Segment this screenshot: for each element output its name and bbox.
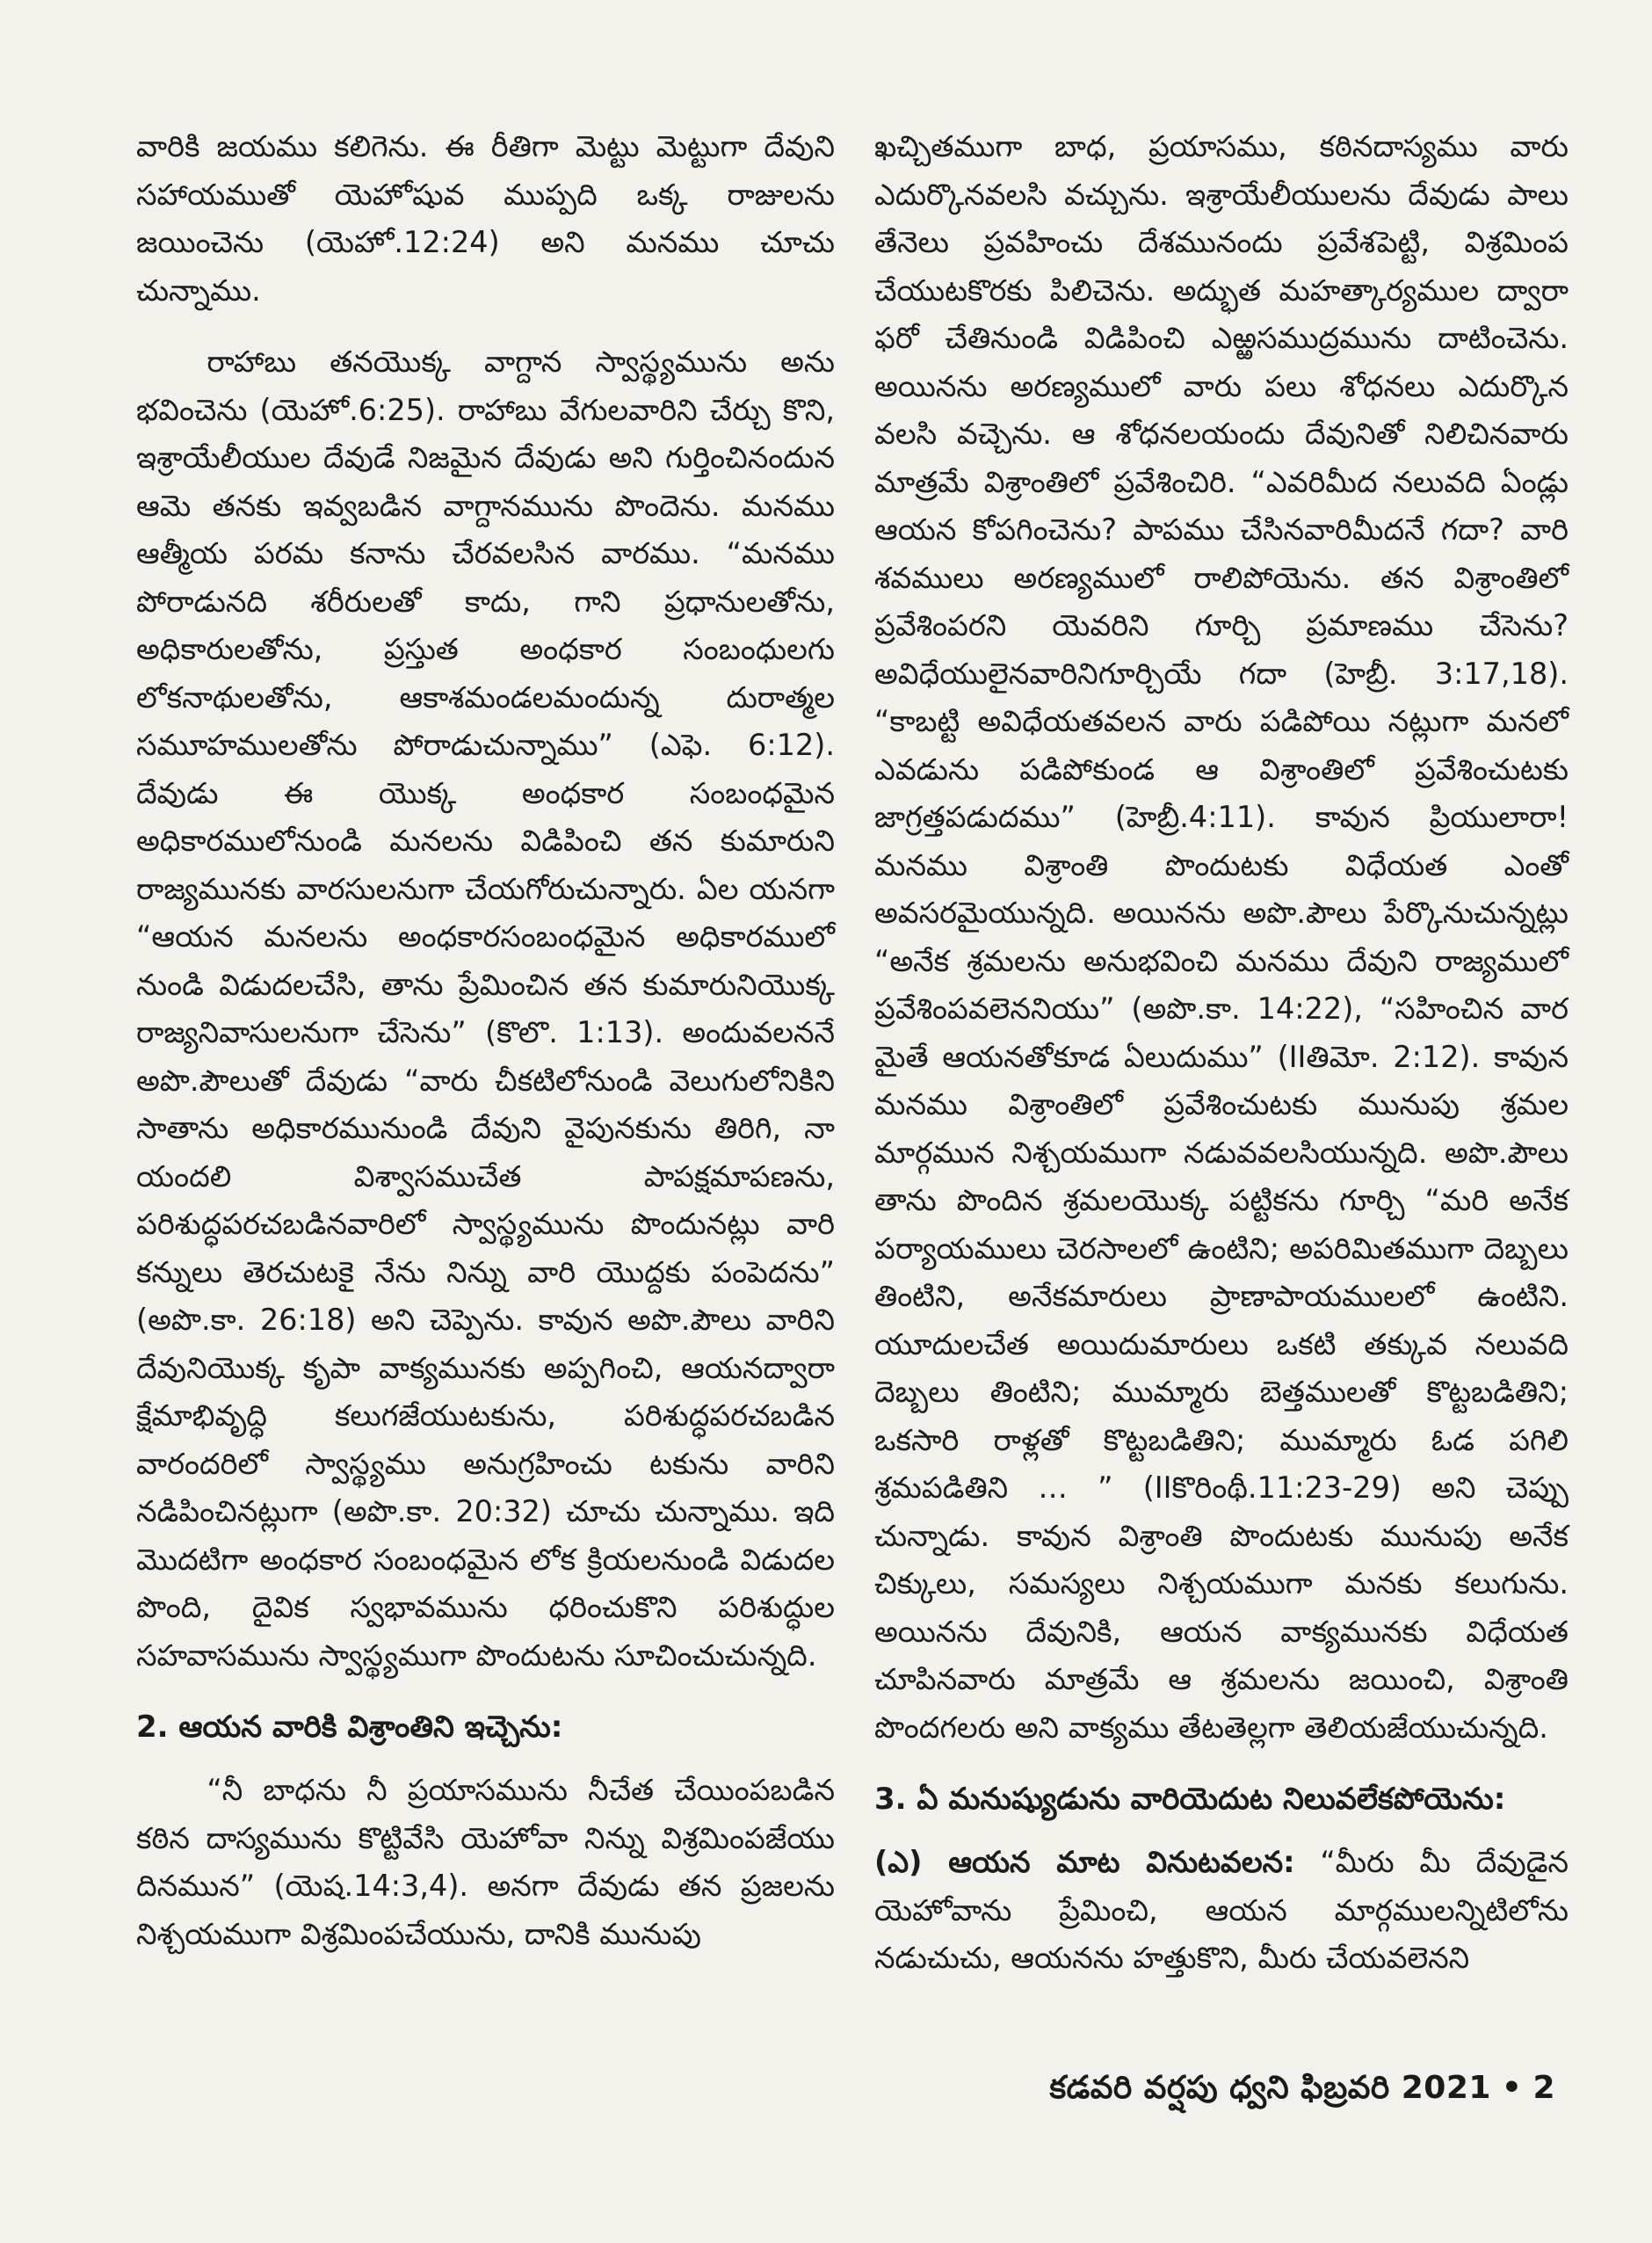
- left-paragraph-2: రాహాబు తనయొక్క వాగ్దాన స్వాస్థ్యమును అను భవించెను (యెహో.6:25). రాహాబు వేగులవారిని చేర్చు కొని, ఇశ్రాయేలీయుల దేవుడే నిజమైన దేవుడు అని గుర్తించినందున ఆమె తనకు ఇవ్వబడిన వాగ్దానమును పొందెను. మనము ఆత్మీయ పరమ కనాను చేరవలసిన వారము. “మనము పోరాడునది శరీరులతో కాదు, గాని ప్రధానులతోను, అధికారులతోను, ప్రస్తుత అంధకార సంబంధులగు లోకనాథులతోను, ఆకాశమండలమందున్న దురాత్మల సమూహములతోను పోరాడుచున్నాము” (ఎఫె. 6:12). దేవుడు ఈ యొక్క అంధకార సంబంధమైన అధికారములోనుండి మనలను విడిపించి తన కుమారుని రాజ్యమునకు వారసులనుగా చేయగోరుచున్నారు. ఏల యనగా “ఆయన మనలను అంధకారసంబంధమైన అధికారములో నుండి విడుదలచేసి, తాను ప్రేమించిన తన కుమారునియొక్క రాజ్యనివాసులనుగా చేసెను” (కొలొ. 1:13). అందువలననే అపొ.పౌలుతో దేవుడు “వారు చీకటిలోనుండి వెలుగులోనికిని సాతాను అధికారమునుండి దేవుని వైపునకును తిరిగి, నా యందలి విశ్వాసముచేత పాపక్షమాపణను, పరిశుద్ధపరచబడినవారిలో స్వాస్థ్యమును పొందునట్లు వారి కన్నులు తెరచుటకై నేను నిన్ను వారి యొద్దకు పంపెదను” (అపొ.కా. 26:18) అని చెప్పెను. కావున అపొ.పౌలు వారిని దేవునియొక్క కృపా వాక్యమునకు అప్పగించి, ఆయనద్వారా క్షేమాభివృద్ధి కలుగజేయుటకును, పరిశుద్ధపరచబడిన వారందరిలో స్వాస్థ్యము అనుగ్రహించు టకును వారిని నడిపించినట్లుగా (అపొ.కా. 20:32) చూచు చున్నాము. ఇది మొదటిగా అంధకార సంబంధమైన లోక క్రియలనుండి విడుదల పొంది, దైవిక స్వభావమును ధరించుకొని పరిశుద్ధుల సహవాసమును స్వాస్థ్యముగా పొందుటను సూచించుచున్నది.: [136, 345, 835, 1673]
- section-heading-2: 2. ఆయన వారికి విశ్రాంతిని ఇచ్చెను:: [136, 1709, 563, 1745]
- right-paragraph-1: ఖచ్చితముగా బాధ, ప్రయాసము, కఠినదాస్యము వారు ఎదుర్కొనవలసి వచ్చును. ఇశ్రాయేలీయులను దేవుడు పాలు తేనెలు ప్రవహించు దేశమునందు ప్రవేశపెట్టి, విశ్రమింప చేయుటకొరకు పిలిచెను. అద్భుత మహత్కార్యముల ద్వారా ఫరో చేతినుండి విడిపించి ఎఱ్ఱసముద్రమును దాటించెను. అయినను అరణ్యములో వారు పలు శోధనలు ఎదుర్కొన వలసి వచ్చెను. ఆ శోధనలయందు దేవునితో నిలిచినవారు మాత్రమే విశ్రాంతిలో ప్రవేశించిరి. “ఎవరిమీద నలువది ఏండ్లు ఆయన కోపగించెను? పాపము చేసినవారిమీదనే గదా? వారి శవములు అరణ్యములో రాలిపోయెను. తన విశ్రాంతిలో ప్రవేశింపరని యెవరిని గూర్చి ప్రమాణము చేసెను? అవిధేయులైనవారినిగూర్చియే గదా (హెబ్రీ. 3:17,18). “కాబట్టి అవిధేయతవలన వారు పడిపోయి నట్లుగా మనలో ఎవడును పడిపోకుండ ఆ విశ్రాంతిలో ప్రవేశించుటకు జాగ్రత్తపడుదము” (హెబ్రీ.4:11). కావున ప్రియులారా! మనము విశ్రాంతి పొందుటకు విధేయత ఎంతో అవసరమైయున్నది. అయినను అపొ.పౌలు పేర్కొనుచున్నట్లు “అనేక శ్రమలను అనుభవించి మనము దేవుని రాజ్యములో ప్రవేశింపవలెననియు” (అపొ.కా. 14:22), “సహించిన వార మైతే ఆయనతోకూడ ఏలుదుము” (IIతిమో. 2:12). కావున మనము విశ్రాంతిలో ప్రవేశించుటకు మునుపు శ్రమల మార్గమున నిశ్చయముగా నడువవలసియున్నది. అపొ.పౌలు తాను పొందిన శ్రమలయొక్క పట్టికను గూర్చి “మరి అనేక పర్యాయములు చెరసాలలో ఉంటిని; అపరిమితముగా దెబ్బలు తింటిని, అనేకమారులు ప్రాణాపాయములలో ఉంటిని. యూదులచేత అయిదుమారులు ఒకటి తక్కువ నలువది దెబ్బలు తింటిని; ముమ్మారు బెత్తములతో కొట్టబడితిని; ఒకసారి రాళ్లతో కొట్టబడితిని; ముమ్మారు ఓడ పగిలి శ్రమపడితిని … ” (IIకొరింథీ.11:23-29) అని చెప్పు చున్నాడు. కావున విశ్రాంతి పొందుటకు మునుపు అనేక చిక్కులు, సమస్యలు నిశ్చయముగా మనకు కలుగును. అయినను దేవునికి, ఆయన వాక్యమునకు విధేయత చూపినవారు మాత్రమే ఆ శ్రమలను జయించి, విశ్రాంతి పొందగలరు అని వాక్యము తేటతెల్లగా తెలియజేయుచున్నది.: [874, 129, 1569, 1745]
- page-footer: [1049, 2070, 1555, 2114]
- page-number: 2: [1532, 2070, 1555, 2106]
- publication-title: కడవరి వర్షపు ధ్వని ఫిబ్రవరి 2021: [1049, 2070, 1491, 2106]
- subheading-a: (ఎ) ఆయన మాట వినుటవలన:: [874, 1845, 1295, 1879]
- right-column: [874, 123, 1569, 2007]
- left-paragraph-1: వారికి జయము కలిగెను. ఈ రీతిగా మెట్టు మెట్టుగా దేవుని సహాయముతో యెహోషువ ముప్పది ఒక్క రాజులను జయించెను (యెహో.12:24) అని మనము చూచు చున్నాము.: [136, 129, 835, 308]
- left-paragraph-3: “నీ బాధను నీ ప్రయాసమును నీచేత చేయింపబడిన కఠిన దాస్యమును కొట్టివేసి యెహోవా నిన్ను విశ్రమింపజేయు దినమున” (యెష.14:3,4). అనగా దేవుడు తన ప్రజలను నిశ్చయముగా విశ్రమింపచేయును, దానికి మునుపు: [136, 1773, 835, 1951]
- right-paragraph-2-text: “మీరు మీ దేవుడైన యెహోవాను ప్రేమించి, ఆయన మార్గములన్నిటిలోను నడుచుచు, ఆయనను హత్తుకొని, మీరు చేయవలెనని: [874, 1845, 1569, 1975]
- section-heading-3: 3. ఏ మనుష్యుడును వారియెదుట నిలువలేకపోయెను:: [874, 1782, 1506, 1817]
- right-paragraph-2: [874, 1839, 1569, 1983]
- footer-bullet: •: [1501, 2070, 1523, 2106]
- left-column: [136, 123, 835, 1982]
